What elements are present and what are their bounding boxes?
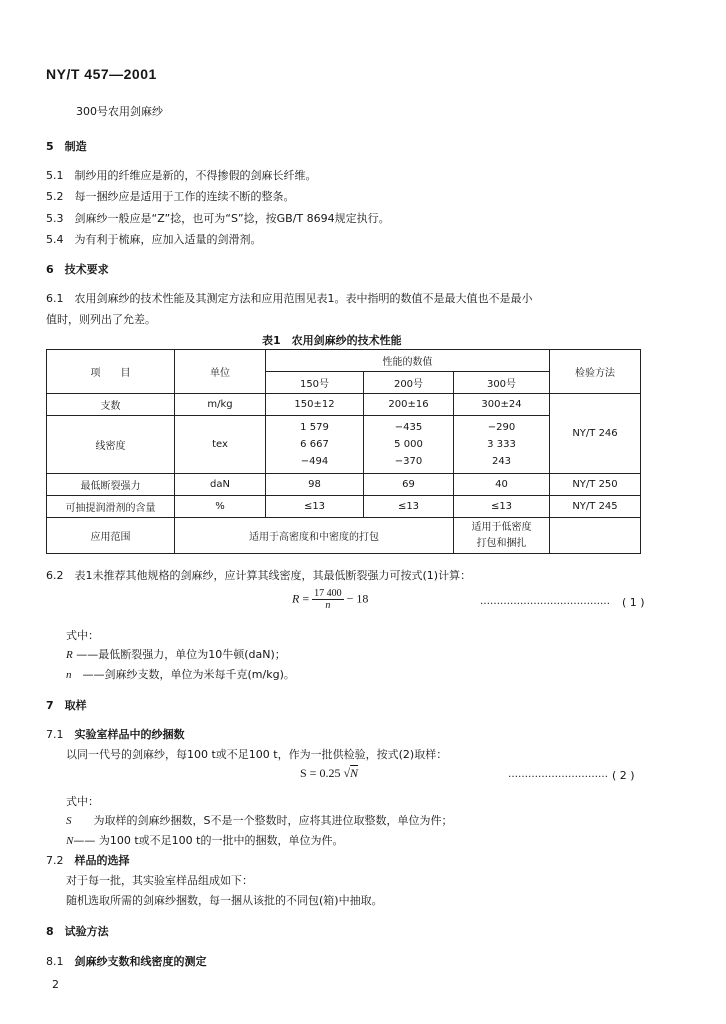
row-application-name: 应用范围: [47, 518, 175, 554]
grade-200: 200号: [364, 372, 454, 394]
section-8-heading: 8 试验方法: [46, 925, 109, 938]
formula-1-dots: …………………………………: [480, 596, 610, 607]
where-label-2: 式中：: [66, 795, 99, 808]
section-6-heading: 6 技术要求: [46, 263, 109, 276]
where-S: S 为取样的剑麻纱捆数，S不是一个整数时，应将其进位取整数，单位为件；: [66, 814, 453, 827]
row-count-name: 支数: [47, 394, 175, 416]
clause-7-2-heading: 7.2 样品的选择: [46, 854, 130, 867]
row-application-v300: 适用于低密度 打包和捆扎: [454, 518, 550, 554]
row-lubricant-v150: ≤13: [266, 496, 364, 518]
table-title: 表1 农用剑麻纱的技术性能: [262, 334, 402, 347]
clause-7-1-text: 以同一代号的剑麻纱，每100 t或不足100 t，作为一批供检验，按式(2)取样：: [66, 748, 448, 761]
row-strength-unit: daN: [175, 474, 266, 496]
clause-5-4: 5.4 为有利于梳麻，应加入适量的剑滑剂。: [46, 233, 262, 246]
where-R: R ——最低断裂强力，单位为10牛顿(daN)；: [66, 648, 286, 661]
header-performance: 性能的数值: [266, 350, 550, 372]
method-nyt245: NY/T 245: [550, 496, 641, 518]
row-lubricant-v300: ≤13: [454, 496, 550, 518]
clause-7-2-line1: 对于每一批，其实验室样品组成如下：: [66, 874, 253, 887]
row-density-name: 线密度: [47, 416, 175, 474]
row-density-v150: 1 579 6 667 −494: [266, 416, 364, 474]
formula-1-tag: ( 1 ): [622, 596, 645, 609]
where-n: n ——剑麻纱支数，单位为米每千克(m/kg)。: [66, 668, 295, 681]
document-code: NY/T 457—2001: [46, 66, 157, 82]
formula-2: S = 0.25 √N: [300, 766, 359, 780]
row-count-v300: 300±24: [454, 394, 550, 416]
method-nyt246: NY/T 246: [550, 394, 641, 474]
formula-2-dots: …………………………: [508, 769, 608, 780]
header-unit: 单位: [175, 350, 266, 394]
row-application-v150-200: 适用于高密度和中密度的打包: [175, 518, 454, 554]
method-nyt250: NY/T 250: [550, 474, 641, 496]
clause-5-1: 5.1 制纱用的纤维应是新的，不得掺假的剑麻长纤维。: [46, 169, 317, 182]
grade-150: 150号: [266, 372, 364, 394]
header-method: 检验方法: [550, 350, 641, 394]
clause-6-1-line2: 值时，则列出了允差。: [46, 313, 156, 326]
clause-6-1-line1: 6.1 农用剑麻纱的技术性能及其测定方法和应用范围见表1。表中指明的数值不是最大值也不是最小: [46, 292, 533, 305]
row-strength-v300: 40: [454, 474, 550, 496]
section-5-heading: 5 制造: [46, 140, 87, 153]
clause-8-1-heading: 8.1 剑麻纱支数和线密度的测定: [46, 955, 207, 968]
grade-300: 300号: [454, 372, 550, 394]
row-count-unit: m/kg: [175, 394, 266, 416]
clause-7-2-line2: 随机选取所需的剑麻纱捆数，每一捆从该批的不同包(箱)中抽取。: [66, 894, 383, 907]
clause-5-2: 5.2 每一捆纱应是适用于工作的连续不断的整条。: [46, 190, 295, 203]
row-lubricant-v200: ≤13: [364, 496, 454, 518]
row-strength-name: 最低断裂强力: [47, 474, 175, 496]
intro-line: 300号农用剑麻纱: [76, 105, 163, 118]
where-N: N—— 为100 t或不足100 t的一批中的捆数，单位为件。: [66, 834, 344, 847]
clause-6-2: 6.2 表1未推荐其他规格的剑麻纱，应计算其线密度，其最低断裂强力可按式(1)计算：: [46, 569, 472, 582]
row-lubricant-name: 可抽提润滑剂的含量: [47, 496, 175, 518]
page-number: 2: [52, 978, 59, 991]
row-count-v150: 150±12: [266, 394, 364, 416]
row-strength-v150: 98: [266, 474, 364, 496]
row-lubricant-unit: %: [175, 496, 266, 518]
row-density-v200: −435 5 000 −370: [364, 416, 454, 474]
formula-1: R = $\frac{17 400}{n}$ − 18: [292, 588, 369, 611]
clause-7-1-heading: 7.1 实验室样品中的纱捆数: [46, 728, 185, 741]
formula-2-tag: ( 2 ): [612, 769, 635, 782]
row-density-v300: −290 3 333 243: [454, 416, 550, 474]
where-label-1: 式中：: [66, 629, 99, 642]
row-count-v200: 200±16: [364, 394, 454, 416]
section-7-heading: 7 取样: [46, 699, 87, 712]
clause-5-3: 5.3 剑麻纱一般应是“Z”捻，也可为“S”捻，按GB/T 8694规定执行。: [46, 212, 390, 225]
spec-table: [46, 349, 641, 554]
header-item: 项 目: [47, 350, 175, 394]
row-density-unit: tex: [175, 416, 266, 474]
row-strength-v200: 69: [364, 474, 454, 496]
row-application-method: [550, 518, 641, 554]
